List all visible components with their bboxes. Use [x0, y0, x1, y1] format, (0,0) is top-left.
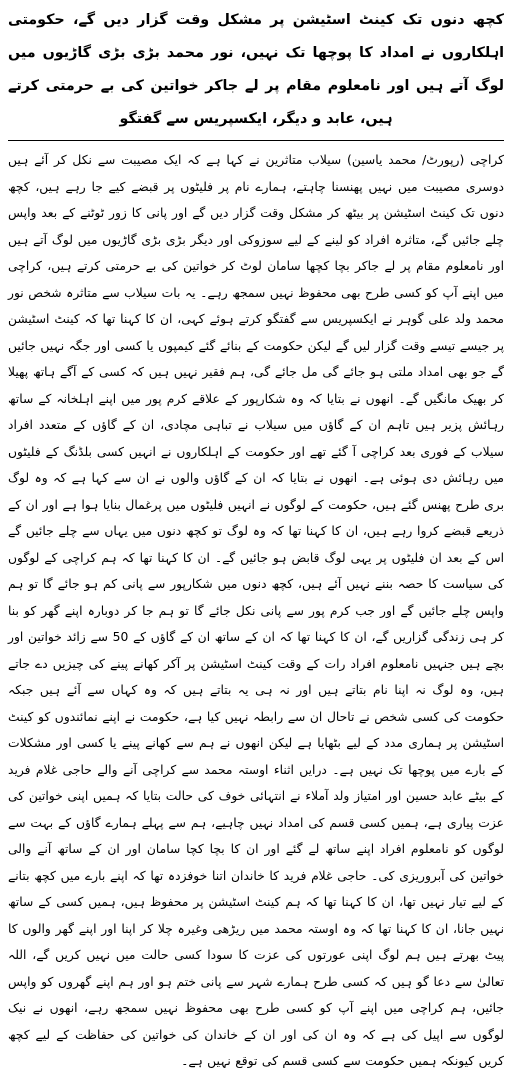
article-body: کراچی (رپورٹ/ محمد یاسین) سیلاب متاثرین نے کہا ہے کہ ایک مصیبت سے نکل کر آئے ہیں دوسری مصیبت میں نہیں پھنسنا چاہتے، ہمارے نام پر فلیٹوں پر قبضے کیے جا رہے ہیں، کچھ دنوں تک کینٹ اسٹیشن پر بیٹھ کر مشکل وقت گزار دیں گے اور پانی کا زور ٹوٹنے کے بعد واپس چلے جائیں گے، متاثرہ افراد کو لینے کے لیے سوزوکی اور دیگر بڑی بڑی گاڑیوں میں لوگ آتے ہیں اور نامعلوم مقام پر لے جاکر بچا کچھا سامان لوٹ کر خواتین کی بے حرمتی کرتے ہیں، کراچی میں اپنے آپ کو کسی طرح بھی محفوظ نہیں سمجھ رہے۔ یہ بات سیلاب سے متاثرہ شخص نور محمد ولد علی گوہر نے ایکسپریس سے گفتگو کرتے ہوئے کہی، ان کا کہنا تھا کہ کینٹ اسٹیشن پر جیسے تیسے وقت گزار لیں گے لیکن حکومت کے بنائے گئے کیمپوں یا کسی اور جگہ نہیں جائیں گے جو بھی امداد ملتی ہو جائے گی مل جائے گی، ہم فقیر نہیں ہیں کہ کسی کے آگے ہاتھ پھیلا کر بھیک مانگیں گے۔ انھوں نے بتایا کہ وہ شکارپور کے علاقے کرم پور میں اپنے اہلخانہ کے ساتھ رہائش پزیر ہیں تاہم ان کے گاؤں میں سیلاب نے تباہی مچادی، ان کے گاؤں کے متعدد افراد سیلاب کے فوری بعد کراچی آ گئے تھے اور حکومت کے اہلکاروں نے انہیں کسی بلڈنگ کے فلیٹوں میں رہائش دی ہوئی ہے۔ انھوں نے بتایا کہ ان کے گاؤں والوں نے ان سے کہا ہے کہ وہ لوگ بری طرح پھنس گئے ہیں، حکومت کے لوگوں نے انہیں فلیٹوں میں پرغمال بنایا ہوا ہے اور ان کے ذریعے قبضے کروا رہے ہیں، ان کا کہنا تھا کہ وہ لوگ تو کچھ دنوں میں یہاں سے چلے جائیں گے اس کے بعد ان فلیٹوں پر یہی لوگ قابض ہو جائیں گے۔ ان کا کہنا تھا کہ ہم کراچی کے لوگوں کی سیاست کا حصہ بننے نہیں آئے ہیں، کچھ دنوں میں شکارپور سے پانی کم ہو جائے گا تو ہم واپس چلے جائیں گے اور جب کرم پور سے پانی نکل جائے گا تو ہم جا کر دوبارہ اپنے گھر کو بنا کر ہی زندگی گزاریں گے، ان کا کہنا تھا کہ ان کے ساتھ ان کے گاؤں کے 50 سے زائد خواتین اور بچے ہیں جنہیں نامعلوم افراد رات کے وقت کینٹ اسٹیشن پر آکر کھانے پینے کی چیزیں دے جاتے ہیں، وہ لوگ نہ اپنا نام بتاتے ہیں اور نہ ہی یہ بتاتے ہیں کہ وہ کہاں سے آئے ہیں جبکہ حکومت کی کسی شخص نے تاحال ان سے رابطہ نہیں کیا ہے، حکومت نے اپنے نمائندوں کو کینٹ اسٹیشن پر ہماری مدد کے لیے بٹھایا ہے لیکن انھوں نے ہم سے کھانے پینے یا کسی اور مشکلات کے بارے میں پوچھا تک نہیں ہے۔ درایں اثناء اوستہ محمد سے کراچی آنے والے حاجی غلام فرید کے بیٹے عابد حسین اور امتیاز ولد آملاء نے انتہائی خوف کی حالت بتایا کہ ہمیں اپنی خواتین کی عزت پیاری ہے، ہمیں کسی قسم کی امداد نہیں چاہیے، ہم سے پہلے ہمارے گاؤں کے بہت سے لوگوں کو نامعلوم افراد اپنے ساتھ لے گئے اور ان کا بچا کچا سامان اور ان کے ساتھ آنے والی خواتین کی آبروریزی کی۔ حاجی غلام فرید کا خاندان اتنا خوفزدہ تھا کہ اپنے بارے میں کچھ بتانے کے لیے تیار نہیں تھا، ان کا کہنا تھا کہ ہم کینٹ اسٹیشن پر محفوظ ہیں، ہمیں کسی کے ساتھ نہیں جانا، ان کا کہنا تھا کہ وہ اوستہ محمد میں ریڑھی وغیرہ چلا کر اپنا اور اپنے گھر والوں کا پیٹ بھرتے ہیں ہم لوگ اپنی عورتوں کی عزت کا سودا کسی حالت میں نہیں کریں گے، اللہ تعالیٰ سے دعا گو ہیں کہ کسی طرح ہمارے شہر سے پانی ختم ہو اور ہم اپنے گھروں کو واپس جائیں، ہم کراچی میں اپنے آپ کو کسی طرح بھی محفوظ نہیں سمجھ رہے، انھوں نے نیک لوگوں سے اپیل کی ہے کہ وہ ان کی اور ان کے خاندان کی خواتین کی حفاظت کے لیے کچھ کریں کیونکہ ہمیں حکومت سے کسی قسم کی توقع نہیں ہے۔ — [8, 153, 504, 1068]
headline: کچھ دنوں تک کینٹ اسٹیشن پر مشکل وقت گزار دیں گے، حکومتی اہلکاروں نے امداد کا پوچھا تک نہیں، نور محمد بڑی بڑی گاڑیوں میں لوگ آتے ہیں اور نامعلوم مقام پر لے جاکر خواتین کی بے حرمتی کرتے ہیں، عابد و دیگر، ایکسپریس سے گفتگو — [8, 12, 504, 127]
headline-divider — [8, 140, 504, 141]
